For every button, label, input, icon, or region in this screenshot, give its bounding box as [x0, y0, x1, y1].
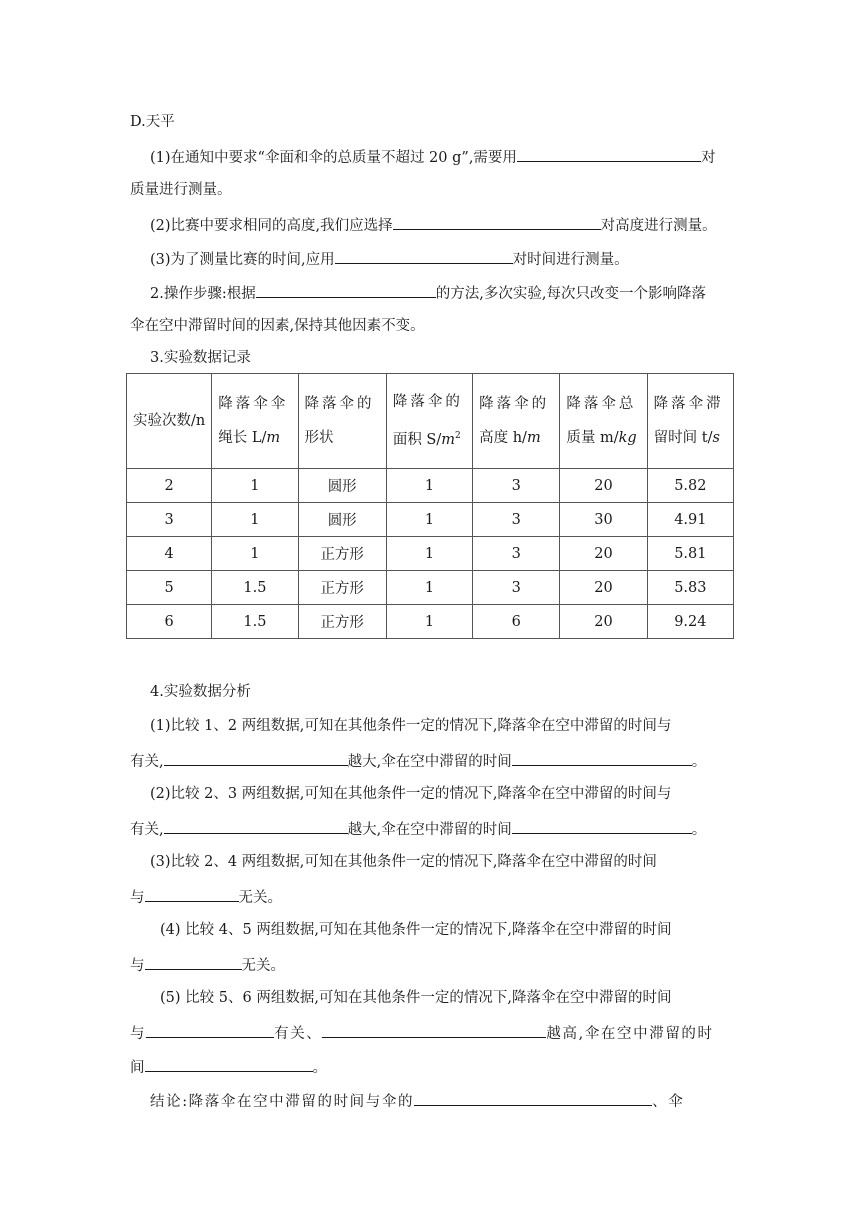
- table-row: [127, 469, 734, 503]
- table-cell: 1: [212, 503, 298, 537]
- answer-blank-a2-result[interactable]: [512, 818, 692, 834]
- table-cell: 1: [386, 605, 472, 639]
- header-height: 降落伞的 高度 h/m: [473, 374, 560, 469]
- table-cell: 正方形: [298, 537, 386, 571]
- answer-blank-a5-condition[interactable]: [322, 1022, 546, 1038]
- table-row: [127, 605, 734, 639]
- header-area: 降落伞的 面积 $S/m^2$: [386, 374, 472, 469]
- step-3-title: 3.实验数据记录: [150, 350, 251, 366]
- table-cell: 6: [473, 605, 560, 639]
- table-cell: 1: [386, 571, 472, 605]
- table-cell: 4: [127, 537, 212, 571]
- answer-blank-1[interactable]: [517, 146, 701, 162]
- answer-blank-a2-factor[interactable]: [164, 818, 348, 834]
- table-cell: 1: [212, 537, 298, 571]
- table-cell: 4.91: [647, 503, 733, 537]
- table-cell: 1: [386, 537, 472, 571]
- answer-blank-conclusion[interactable]: [414, 1090, 652, 1106]
- table-cell: 20: [560, 537, 647, 571]
- table-header-row: [127, 374, 734, 469]
- question-2-tail: 对高度进行测量。: [600, 218, 717, 234]
- table-cell: 1: [386, 503, 472, 537]
- table-cell: 30: [560, 503, 647, 537]
- step-2-line-1: [150, 282, 706, 304]
- analysis-5-line-3: 间 。: [130, 1056, 327, 1078]
- analysis-5-line-1: (5) 比较 5、6 两组数据,可知在其他条件一定的情况下,降落伞在空中滞留的时间: [160, 990, 672, 1006]
- answer-blank-a1-factor[interactable]: [164, 750, 348, 766]
- analysis-4-line-1: (4) 比较 4、5 两组数据,可知在其他条件一定的情况下,降落伞在空中滞留的时间: [160, 922, 672, 938]
- table-cell: 1.5: [212, 571, 298, 605]
- table-cell: 1.5: [212, 605, 298, 639]
- question-1-tail: 对: [700, 150, 716, 166]
- answer-blank-a1-result[interactable]: [512, 750, 692, 766]
- header-time: 降落伞滞 留时间 t/s: [647, 374, 733, 469]
- data-table: [126, 373, 734, 639]
- table-cell: 圆形: [298, 503, 386, 537]
- table-cell: 5.82: [647, 469, 733, 503]
- question-2: [150, 214, 717, 236]
- answer-blank-a4[interactable]: [145, 954, 242, 970]
- answer-blank-a3[interactable]: [145, 886, 239, 902]
- step-2-line-2: 伞在空中滞留时间的因素,保持其他因素不变。: [130, 318, 425, 334]
- question-1-text: (1)在通知中要求“伞面和伞的总质量不超过 20 g”,需要用: [150, 150, 517, 166]
- table-cell: 圆形: [298, 469, 386, 503]
- table-cell: 3: [473, 503, 560, 537]
- header-trial-number: 实验次数/n: [127, 374, 212, 469]
- table-cell: 1: [386, 469, 472, 503]
- header-rope-length: 降落伞伞 绳长 L/m: [212, 374, 298, 469]
- table-cell: 5.83: [647, 571, 733, 605]
- table-cell: 5.81: [647, 537, 733, 571]
- answer-blank-method[interactable]: [256, 282, 436, 298]
- table-cell: 正方形: [298, 571, 386, 605]
- question-2-text: (2)比赛中要求相同的高度,我们应选择: [150, 218, 393, 234]
- table-cell: 正方形: [298, 605, 386, 639]
- question-3: [150, 248, 629, 270]
- answer-blank-3[interactable]: [335, 248, 513, 264]
- header-mass: 降落伞总 质量 m/kg: [560, 374, 647, 469]
- step-2-text: 2.操作步骤:根据: [150, 286, 256, 302]
- analysis-4-line-2: 与 无关。: [130, 954, 285, 976]
- table-cell: 6: [127, 605, 212, 639]
- table-cell: 1: [212, 469, 298, 503]
- table-cell: 3: [473, 469, 560, 503]
- question-1-line-2: 质量进行测量。: [130, 182, 232, 198]
- analysis-3-line-1: (3)比较 2、4 两组数据,可知在其他条件一定的情况下,降落伞在空中滞留的时间: [150, 854, 657, 870]
- table-cell: 20: [560, 571, 647, 605]
- question-3-text: (3)为了测量比赛的时间,应用: [150, 252, 335, 268]
- analysis-1-line-2: 有关, 越大,伞在空中滞留的时间 。: [130, 750, 706, 772]
- table-cell: 20: [560, 605, 647, 639]
- table-cell: 9.24: [647, 605, 733, 639]
- table-cell: 3: [473, 571, 560, 605]
- question-1-line-1: [150, 146, 715, 168]
- table-row: [127, 571, 734, 605]
- answer-blank-a5-factor[interactable]: [146, 1022, 274, 1038]
- analysis-1-line-1: (1)比较 1、2 两组数据,可知在其他条件一定的情况下,降落伞在空中滞留的时间与: [150, 718, 672, 734]
- analysis-3-line-2: 与 无关。: [130, 886, 282, 908]
- question-3-tail: 对时间进行测量。: [512, 252, 629, 268]
- table-row: [127, 503, 734, 537]
- answer-blank-a5-result[interactable]: [145, 1056, 313, 1072]
- table-cell: 5: [127, 571, 212, 605]
- answer-blank-2[interactable]: [393, 214, 601, 230]
- analysis-2-line-2: 有关, 越大,伞在空中滞留的时间 。: [130, 818, 706, 840]
- table-cell: 3: [473, 537, 560, 571]
- step-2-tail: 的方法,多次实验,每次只改变一个影响降落: [435, 286, 706, 302]
- step-4-title: 4.实验数据分析: [150, 684, 251, 700]
- conclusion-line: 结论:降落伞在空中滞留的时间与伞的 、伞: [150, 1090, 684, 1112]
- option-d: D.天平: [130, 114, 175, 130]
- table-cell: 2: [127, 469, 212, 503]
- table-cell: 20: [560, 469, 647, 503]
- header-shape: 降落伞的 形状: [298, 374, 386, 469]
- analysis-2-line-1: (2)比较 2、3 两组数据,可知在其他条件一定的情况下,降落伞在空中滞留的时间与: [150, 786, 672, 802]
- table-cell: 3: [127, 503, 212, 537]
- table-row: [127, 537, 734, 571]
- analysis-5-line-2: 与 有关、 越高,伞在空中滞留的时: [130, 1022, 714, 1044]
